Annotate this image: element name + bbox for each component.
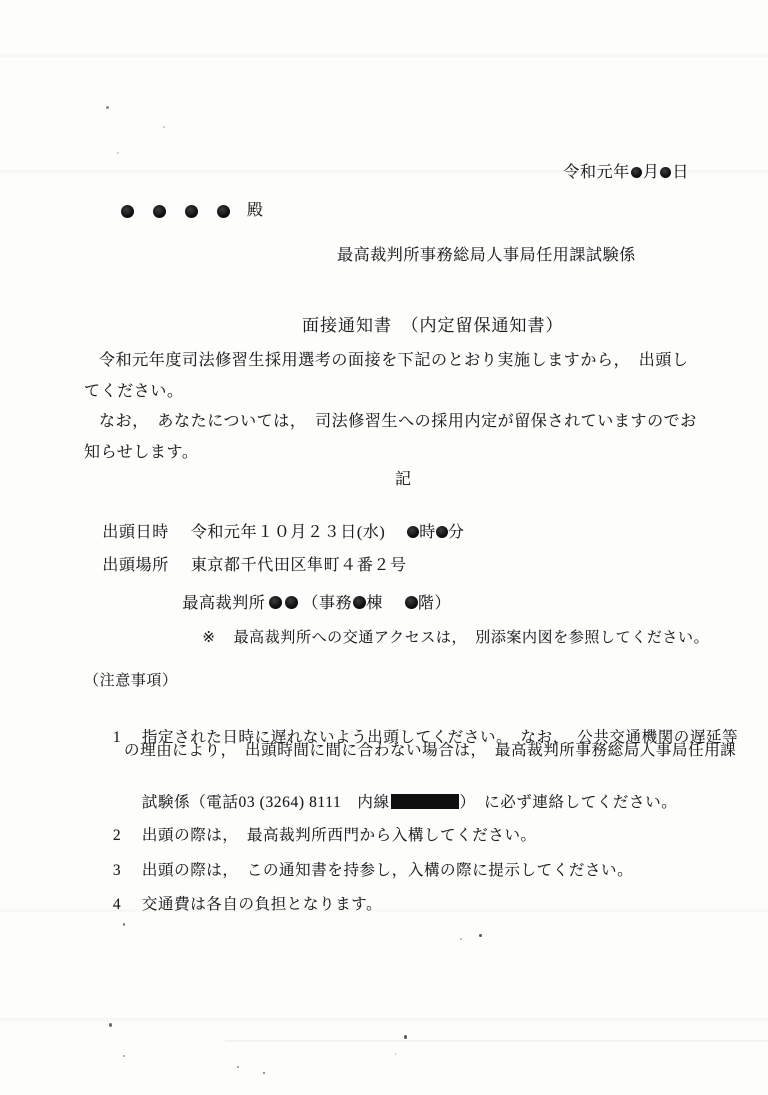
body-paragraph-2-line-2: 知らせします。	[84, 444, 199, 461]
scan-speck	[237, 1066, 239, 1068]
scan-speck	[479, 934, 482, 937]
note-item-1-line-2: の理由により， 出頭時間に間に合わない場合は， 最高裁判所事務総局人事局任用課	[124, 742, 737, 759]
scan-speck	[109, 1023, 112, 1027]
redaction-dot-name	[185, 205, 198, 218]
note-item-4-number: 4	[112, 896, 122, 913]
scan-noise-band	[0, 1018, 768, 1021]
scan-speck	[263, 1072, 265, 1074]
scan-noise-band	[225, 1040, 768, 1042]
appearance-hour-suffix: 時	[419, 524, 436, 541]
note-item-2-text: 出頭の際は， 最高裁判所西門から入構してください。	[141, 827, 537, 844]
scan-speck	[404, 1035, 407, 1039]
scan-speck	[106, 106, 109, 109]
scan-noise-band	[0, 54, 768, 57]
note-item-1-tail-text: ） に必ず連絡してください。	[459, 794, 678, 811]
note-item-1-phone-text: 試験係（電話03 (3264) 8111 内線	[141, 794, 390, 811]
venue-floor-suffix: 階）	[417, 595, 452, 612]
body-paragraph-1-line-1: 令和元年度司法修習生採用選考の面接を下記のとおり実施しますから， 出頭し	[99, 352, 689, 369]
appearance-minute-suffix: 分	[447, 524, 465, 541]
redaction-dot-name	[121, 205, 134, 218]
appearance-datetime-label: 出頭日時	[102, 524, 169, 541]
addressee-line	[121, 201, 264, 221]
body-paragraph-1-line-2: てください。	[84, 383, 184, 400]
redaction-dot-name	[153, 205, 166, 218]
note-item-1-number: 1	[112, 729, 122, 746]
document-title: 面接通知書 （内定留保通知書）	[302, 316, 564, 335]
sender-line: 最高裁判所事務総局人事局任用課試験係	[337, 247, 636, 264]
note-item-1-text: 指定された日時に遅れないよう出頭してください。 なお， 公共交通機関の遅延等	[141, 729, 739, 746]
issue-date-era-year: 令和元年	[563, 164, 630, 181]
venue-court: 最高裁判所	[182, 595, 266, 612]
scan-speck	[163, 126, 165, 128]
redaction-dot-month	[631, 167, 642, 178]
note-item-4	[95, 875, 382, 935]
access-note-text: 最高裁判所への交通アクセスは， 別添案内図を参照してください。	[233, 630, 710, 646]
note-item-2-number: 2	[112, 827, 122, 844]
appearance-datetime-value: 令和元年１０月２３日(水)	[190, 524, 386, 541]
reference-mark: ※	[202, 630, 216, 646]
venue-building-suffix: 棟	[366, 595, 383, 612]
access-note-line	[185, 608, 709, 668]
note-item-4-text: 交通費は各自の負担となります。	[141, 896, 383, 913]
issue-date-month-suffix: 月	[642, 164, 660, 181]
appearance-place-value: 東京都千代田区隼町４番２号	[190, 557, 407, 574]
venue-office-prefix: （事務	[302, 595, 353, 612]
redaction-dot-hour	[407, 526, 419, 538]
scan-speck	[395, 1053, 396, 1055]
note-item-3-text: 出頭の際は， この通知書を持参し，入構の際に提示してください。	[141, 862, 634, 879]
scan-speck	[460, 938, 462, 940]
issue-date	[545, 143, 689, 203]
scan-speck	[117, 152, 119, 154]
addressee-honorific: 殿	[247, 202, 264, 219]
body-paragraph-2-line-1: なお， あなたについては， 司法修習生への採用内定が留保されていますのでお	[99, 413, 697, 430]
record-heading: 記	[395, 471, 412, 488]
redaction-dot-name	[217, 205, 230, 218]
issue-date-day-suffix: 日	[672, 164, 690, 181]
redaction-dot-day	[660, 167, 671, 178]
note-item-3-number: 3	[112, 862, 122, 879]
scan-speck	[123, 1055, 125, 1057]
redaction-dot-minute	[436, 526, 448, 538]
notes-heading: （注意事項）	[84, 673, 178, 689]
appearance-place-label: 出頭場所	[102, 557, 169, 574]
